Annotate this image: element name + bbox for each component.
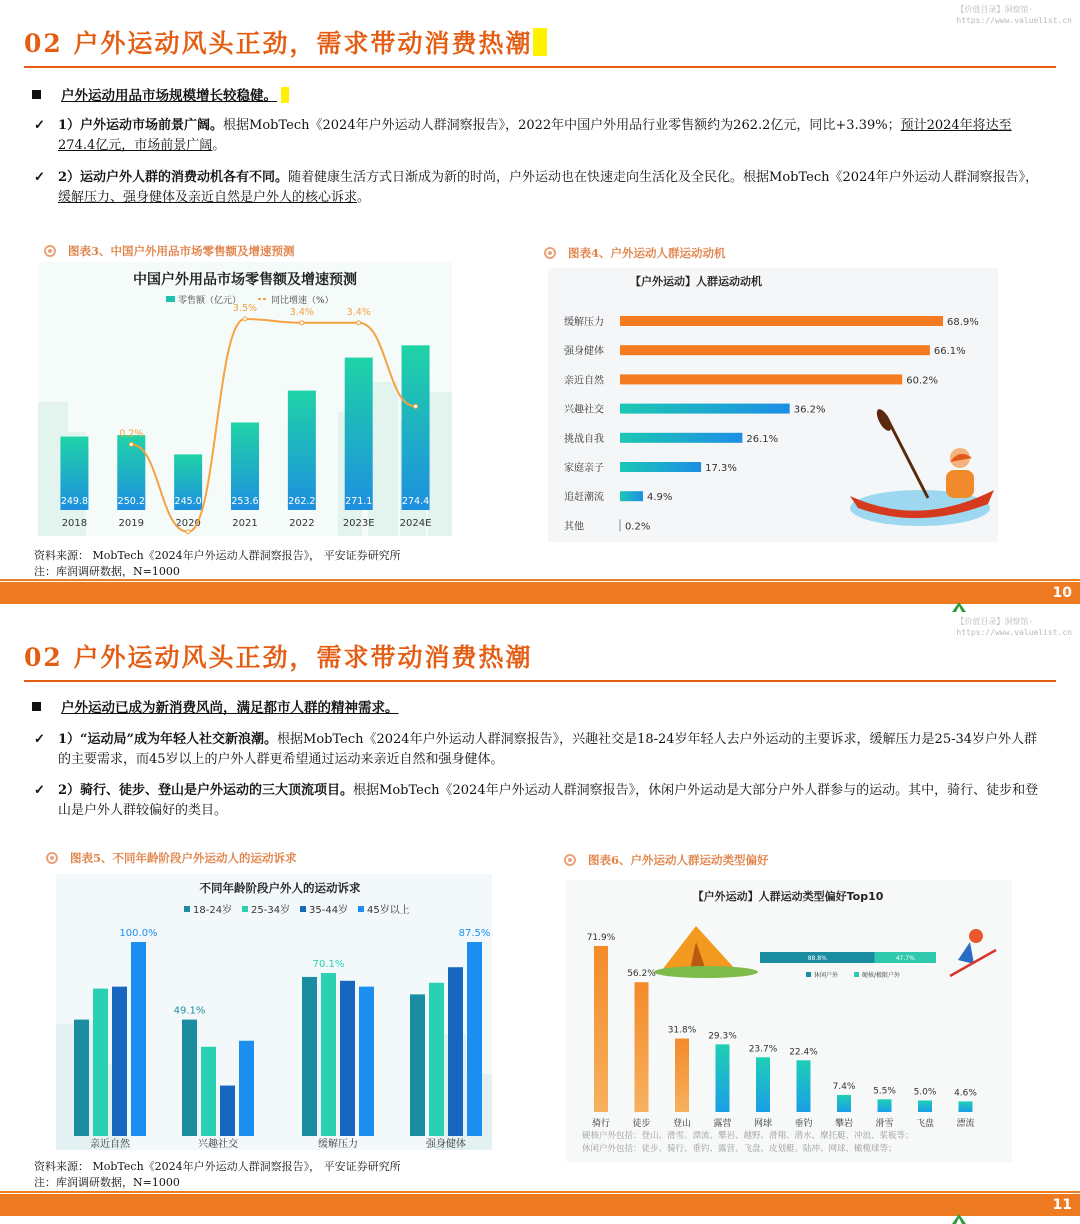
slide-title: 02 户外运动风头正劲，需求带动消费热潮 (24, 643, 533, 672)
legend-label: 25-34岁 (251, 905, 291, 916)
square-bullet-icon (32, 702, 41, 711)
bar (448, 967, 463, 1136)
checkmark-icon: ✓ (34, 170, 45, 185)
bar (837, 1095, 851, 1112)
bar-value-label: 262.2 (288, 496, 316, 507)
legend-label: 零售额（亿元） (178, 296, 242, 306)
chart-title: 中国户外用品市场零售额及增速预测 (133, 272, 357, 288)
growth-label: 0.2% (119, 428, 144, 440)
circle-bullet-icon (44, 245, 56, 257)
legend-label: 硬核/极限户外 (862, 972, 901, 979)
bar (288, 391, 316, 510)
value-label: 22.4% (789, 1047, 818, 1058)
slide-title: 02 户外运动风头正劲，需求带动消费热潮 (24, 24, 547, 60)
x-tick-label: 露营 (713, 1119, 732, 1129)
inset-value-label: 47.7% (895, 955, 915, 962)
skier-icon (969, 929, 983, 943)
square-bullet-icon (32, 90, 41, 99)
bar-value-label: 250.2 (117, 496, 145, 507)
bar-value-label: 274.4 (401, 496, 430, 507)
title-rule (24, 66, 1056, 68)
category-label: 兴趣社交 (564, 404, 604, 416)
value-label: 29.3% (708, 1031, 737, 1042)
bar (594, 946, 608, 1112)
bar (201, 1047, 216, 1136)
x-tick-label: 徒步 (632, 1119, 651, 1129)
backdrop-shape (428, 392, 452, 536)
category-label: 挑战自我 (564, 433, 604, 445)
age-demand-chart (56, 874, 492, 1150)
bar (239, 1041, 254, 1136)
value-label: 49.1% (173, 1005, 206, 1017)
chart-title: 【户外运动】人群运动类型偏好Top10 (692, 890, 884, 903)
paragraph-1: ✓ 1）户外运动市场前景广阔。根据MobTech《2024年户外运动人群洞察报告》，2022年中国户外用品行业零售额约为262.2亿元，同比+3.39%；预计2024年将达至274.4亿元，市场前景广阔。 (34, 118, 1012, 153)
footnote: 休闲户外包括：徒步、骑行、垂钓、露营、飞盘、皮划艇、陆冲、网球、橄榄球等； (582, 1144, 897, 1154)
bar (112, 987, 127, 1136)
x-tick-label: 2019 (118, 518, 145, 529)
bar-value-label: 245.0 (174, 496, 202, 507)
legend-label: 休闲户外 (814, 972, 839, 979)
section-bullet: 户外运动已成为新消费风尚，满足都市人群的精神需求。 (32, 696, 399, 716)
category-label: 其他 (564, 521, 584, 533)
page-number: 10 (1052, 585, 1072, 601)
value-label: 70.1% (312, 959, 345, 971)
bar (716, 1044, 730, 1112)
x-tick-label: 2020 (175, 518, 201, 529)
value-label: 26.1% (746, 433, 779, 445)
bar (959, 1101, 973, 1112)
bar (345, 358, 373, 510)
footer-bar (0, 1194, 1080, 1216)
paragraph-1: ✓ 1）“运动局”成为年轻人社交新浪潮。根据MobTech《2024年户外运动人群洞察报告》，兴趣社交是18-24岁年轻人去户外运动的主要诉求，缓解压力是25-34岁户外人群的主要需求，而45岁以上的户外人群更希望通过运动来亲近自然和强身健体。 (34, 732, 1038, 767)
value-label: 66.1% (933, 346, 966, 358)
bar (467, 942, 482, 1136)
footnote: 硬核户外包括：登山、滑雪、漂流、攀岩、越野、滑翔、潜水、摩托艇、冲浪、桨板等； (582, 1131, 914, 1141)
logo-icon (952, 1214, 966, 1224)
activity-preference-chart (566, 880, 1012, 1162)
bar (620, 316, 943, 326)
growth-label: 3.5% (232, 303, 258, 314)
growth-point (300, 321, 304, 325)
category-label: 追赶潮流 (564, 492, 604, 504)
legend-label: 45岁以上 (367, 905, 410, 916)
legend-swatch (242, 906, 248, 912)
x-tick-label: 强身健体 (426, 1139, 466, 1150)
growth-point (129, 442, 133, 446)
bar (93, 989, 108, 1136)
x-tick-label: 网球 (753, 1119, 773, 1129)
growth-point (414, 404, 418, 408)
x-tick-label: 漂流 (956, 1119, 975, 1129)
bar (756, 1057, 770, 1112)
legend-swatch (854, 972, 859, 977)
watermark: 【价值目录】洞察馆· https://www.valuelist.cn (956, 617, 1072, 637)
bar (620, 404, 790, 414)
value-label: 5.5% (873, 1086, 896, 1097)
legend-swatch (300, 906, 306, 912)
bar (131, 942, 146, 1136)
x-tick-label: 攀岩 (834, 1119, 854, 1129)
source-note: 资料来源： MobTech《2024年户外运动人群洞察报告》， 平安证券研究所 注：库润调研数据，N=1000 (34, 1160, 401, 1189)
bar (918, 1100, 932, 1112)
bar (429, 983, 444, 1136)
x-tick-label: 登山 (672, 1119, 692, 1129)
bar (620, 433, 742, 443)
value-label: 60.2% (906, 375, 938, 387)
bar (635, 982, 649, 1112)
bar (340, 981, 355, 1136)
value-label: 17.3% (705, 463, 737, 474)
legend-label: 18-24岁 (193, 905, 233, 916)
value-label: 100.0% (119, 928, 158, 939)
category-label: 缓解压力 (564, 317, 604, 328)
value-label: 36.2% (793, 404, 826, 416)
checkmark-icon: ✓ (34, 783, 45, 798)
section-bullet: 户外运动用品市场规模增长较稳健。 (32, 84, 289, 104)
figure-6-caption: 图表6、户外运动人群运动类型偏好 (564, 852, 769, 868)
x-tick-label: 兴趣社交 (198, 1139, 238, 1150)
bar (359, 987, 374, 1136)
bar (302, 977, 317, 1136)
value-label: 68.9% (947, 317, 979, 328)
life-vest-icon (946, 470, 974, 498)
bar (797, 1060, 811, 1112)
bar (620, 462, 701, 472)
growth-point (186, 530, 190, 534)
page-number: 11 (1052, 1197, 1072, 1213)
bar-value-label: 271.1 (345, 496, 373, 507)
bar-value-label: 253.6 (231, 496, 259, 507)
x-tick-label: 2021 (232, 518, 258, 529)
x-tick-label: 骑行 (591, 1119, 611, 1129)
value-label: 0.2% (624, 521, 651, 533)
bar-value-label: 249.8 (60, 496, 89, 507)
bar (620, 345, 930, 355)
value-label: 87.5% (458, 928, 491, 939)
circle-bullet-icon (46, 852, 58, 864)
growth-label: 3.4% (289, 306, 314, 318)
bar (620, 374, 902, 384)
x-tick-label: 亲近自然 (90, 1139, 130, 1150)
figure-5-caption: 图表5、不同年龄阶段户外运动人的运动诉求 (46, 850, 297, 866)
legend-swatch (358, 906, 364, 912)
category-label: 家庭亲子 (564, 463, 604, 474)
legend-swatch (184, 906, 190, 912)
figure-3-caption: 图表3、中国户外用品市场零售额及增速预测 (44, 243, 295, 259)
value-label: 31.8% (667, 1025, 697, 1036)
figure-4-caption: 图表4、户外运动人群运动动机 (544, 245, 726, 261)
bar (878, 1099, 892, 1112)
legend-swatch (166, 296, 175, 302)
value-label: 23.7% (748, 1044, 778, 1055)
retail-sales-chart (38, 262, 452, 536)
watermark: 【价值目录】洞察馆· https://www.valuelist.cn (956, 5, 1072, 25)
category-label: 亲近自然 (564, 375, 604, 387)
x-tick-label: 飞盘 (915, 1119, 935, 1129)
category-label: 强身健体 (564, 346, 604, 358)
motivation-chart (548, 268, 998, 542)
paragraph-2: ✓ 2）骑行、徒步、登山是户外运动的三大顶流项目。根据MobTech《2024年户外运动人群洞察报告》，休闲户外运动是大部分户外人群参与的运动。其中，骑行、徒步和登山是户外人群较偏好的类目。 (34, 783, 1039, 818)
title-rule (24, 680, 1056, 682)
x-tick-label: 2024E (399, 518, 432, 529)
bar (321, 973, 336, 1136)
bar (182, 1020, 197, 1136)
circle-bullet-icon (544, 247, 556, 259)
bar (220, 1086, 235, 1136)
value-label: 7.4% (832, 1081, 856, 1092)
bar (675, 1039, 689, 1112)
logo-icon (952, 602, 966, 612)
source-note: 资料来源： MobTech《2024年户外运动人群洞察报告》， 平安证券研究所 注：库润调研数据，N=1000 (34, 549, 401, 578)
bar (410, 994, 425, 1136)
x-tick-label: 2022 (289, 518, 315, 529)
x-tick-label: 滑雪 (875, 1119, 894, 1129)
value-label: 71.9% (586, 933, 616, 943)
bar (620, 491, 643, 501)
inset-value-label: 88.8% (807, 955, 827, 962)
value-label: 4.9% (646, 492, 673, 504)
bar (402, 345, 430, 510)
checkmark-icon: ✓ (34, 732, 45, 747)
growth-point (243, 317, 247, 321)
legend-label: 35-44岁 (309, 905, 349, 916)
circle-bullet-icon (564, 854, 576, 866)
x-tick-label: 2023E (342, 518, 375, 529)
growth-label: 3.4% (346, 306, 371, 318)
chart-title: 【户外运动】人群运动动机 (630, 275, 762, 288)
x-tick-label: 2018 (61, 518, 88, 529)
value-label: 56.2% (627, 969, 656, 980)
legend-swatch (806, 972, 811, 977)
checkmark-icon: ✓ (34, 118, 45, 133)
growth-point (357, 321, 361, 325)
chart-title: 不同年龄阶段户外人的运动诉求 (199, 881, 361, 895)
legend-label: 同比增速（%） (271, 296, 334, 306)
footer-bar (0, 582, 1080, 604)
value-label: 4.6% (954, 1088, 977, 1099)
value-label: 5.0% (913, 1087, 937, 1098)
slide-page-11 (0, 612, 1080, 1224)
grass-icon (654, 966, 758, 978)
paragraph-2: ✓ 2）运动户外人群的消费动机各有不同。随着健康生活方式日渐成为新的时尚，户外运动也在快速走向生活化及全民化。根据MobTech《2024年户外运动人群洞察报告》，缓解压力、强身健体及亲近自然是户外人的核心诉求。 (34, 170, 1039, 205)
x-tick-label: 缓解压力 (318, 1139, 358, 1150)
bar (74, 1020, 89, 1136)
x-tick-label: 垂钓 (794, 1119, 813, 1129)
